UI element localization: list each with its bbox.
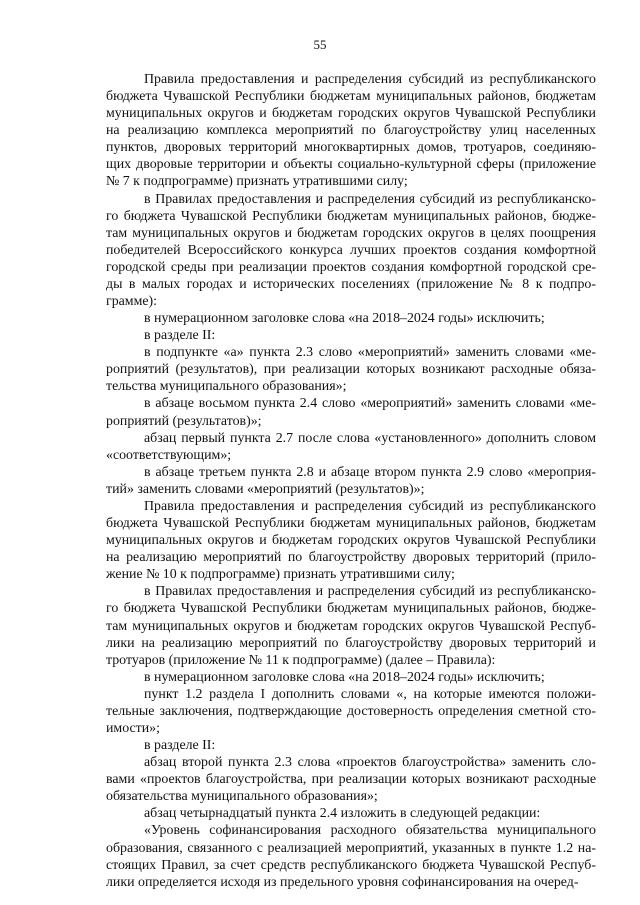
text-line: на реализацию комплекса мероприятий по благоустройству улиц населенных <box>106 123 596 139</box>
paragraph <box>106 395 596 429</box>
text-line: пункт 1.2 раздела I дополнить словами «, на которые имеются положи- <box>144 686 596 702</box>
text-line: бюджета Чувашской Республики бюджетам муниципальных районов, бюджетам <box>106 89 596 105</box>
text-line: тельные заключения, подтверждающие достоверность определения сметной сто- <box>106 703 596 719</box>
text-line: в абзаце третьем пункта 2.8 и абзаце втором пункта 2.9 слово «мероприя- <box>144 464 596 480</box>
paragraph <box>106 805 596 822</box>
paragraph <box>106 344 596 395</box>
paragraph <box>106 464 596 498</box>
text-line: стоящих Правил, за счет средств республиканского бюджета Чувашской Респуб- <box>106 857 596 873</box>
text-line: в абзаце восьмом пункта 2.4 слово «мероприятий» заменить словами «ме- <box>144 396 596 412</box>
text-line: лики на реализацию мероприятий по благоустройству дворовых территорий и <box>106 635 596 651</box>
document-body <box>106 71 596 891</box>
text-line: тий» заменить словами «мероприятий (результатов)»; <box>106 481 425 497</box>
paragraph <box>106 71 596 191</box>
paragraph <box>106 430 596 464</box>
text-line: пунктов, дворовых территорий многоквартирных домов, тротуаров, соединяю- <box>106 140 596 156</box>
text-line: лики определяется исходя из предельного уровня софинансирования на очеред- <box>106 874 579 890</box>
text-line: имости»; <box>106 720 160 736</box>
text-line: в разделе II: <box>144 328 216 344</box>
text-line: абзац первый пункта 2.7 после слова «установленного» дополнить словом <box>144 430 596 446</box>
text-line: грамме): <box>106 294 158 310</box>
paragraph <box>106 822 596 890</box>
text-line: абзац второй пункта 2.3 слова «проектов благоустройства» заменить сло- <box>144 755 596 771</box>
text-line: муниципальных округов и бюджетам городских округов Чувашской Республики <box>106 106 596 122</box>
text-line: «соответствующим»; <box>106 447 232 463</box>
text-line: в нумерационном заголовке слова «на 2018–2024 годы» исключить; <box>144 669 545 685</box>
text-line: № 7 к подпрограмме) признать утратившими силу; <box>106 174 408 190</box>
text-line: го бюджета Чувашской Республики бюджетам муниципальных районов, бюдже- <box>106 208 596 224</box>
paragraph <box>106 737 596 754</box>
paragraph <box>106 754 596 805</box>
paragraph <box>106 686 596 737</box>
text-line: в нумерационном заголовке слова «на 2018–2024 годы» исключить; <box>144 311 545 327</box>
paragraph <box>106 583 596 668</box>
text-line: вами «проектов благоустройства, при реализации которых возникают расходные <box>106 772 596 788</box>
text-line: абзац четырнадцатый пункта 2.4 изложить в следующей редакции: <box>144 806 541 822</box>
text-line: Правила предоставления и распределения субсидий из республиканского <box>144 498 596 514</box>
text-line: там муниципальных округов и бюджетам городских округов в целях поощрения <box>106 225 596 241</box>
text-line: ды в малых городах и исторических поселениях (приложение № 8 к подпро- <box>106 276 596 292</box>
text-line: тротуаров (приложение № 11 к подпрограмме) (далее – Правила): <box>106 652 496 668</box>
text-line: роприятий (результатов), при реализации которых возникают расходные обяза- <box>106 362 596 378</box>
text-line: муниципальных округов и бюджетам городских округов Чувашской Республики <box>106 533 596 549</box>
text-line: победителей Всероссийского конкурса лучших проектов создания комфортной <box>106 242 596 258</box>
text-line: бюджета Чувашской Республики бюджетам муниципальных районов, бюджетам <box>106 516 596 532</box>
text-line: жение № 10 к подпрограмме) признать утратившими силу; <box>106 567 455 583</box>
paragraph <box>106 498 596 583</box>
text-line: Правила предоставления и распределения субсидий из республиканского <box>144 72 596 87</box>
paragraph <box>106 327 596 344</box>
text-line: в разделе II: <box>144 738 216 754</box>
page-number: 55 <box>313 37 327 52</box>
paragraph <box>106 191 596 311</box>
text-line: роприятий (результатов)»; <box>106 413 262 429</box>
text-line: в Правилах предоставления и распределения субсидий из республиканско- <box>144 191 596 207</box>
text-line: городской среды при реализации проектов создания комфортной городской сре- <box>106 259 596 275</box>
text-line: щих дворовые территории и объекты социально-культурной сферы (приложение <box>106 157 596 173</box>
text-line: тельства муниципального образования»; <box>106 379 347 395</box>
text-line: го бюджета Чувашской Республики бюджетам муниципальных районов, бюдже- <box>106 601 596 617</box>
text-line: в подпункте «а» пункта 2.3 слово «мероприятий» заменить словами «ме- <box>144 345 596 361</box>
text-line: там муниципальных округов и бюджетам городских округов Чувашской Респуб- <box>106 618 596 634</box>
text-line: на реализацию мероприятий по благоустройству дворовых территорий (прило- <box>106 550 596 566</box>
paragraph <box>106 310 596 327</box>
text-line: образования, связанного с реализацией мероприятий, указанных в пункте 1.2 на- <box>106 840 596 856</box>
text-line: обязательства муниципального образования»; <box>106 789 378 805</box>
text-line: в Правилах предоставления и распределения субсидий из республиканско- <box>144 584 596 600</box>
paragraph <box>106 669 596 686</box>
text-line: «Уровень софинансирования расходного обязательства муниципального <box>144 823 596 839</box>
